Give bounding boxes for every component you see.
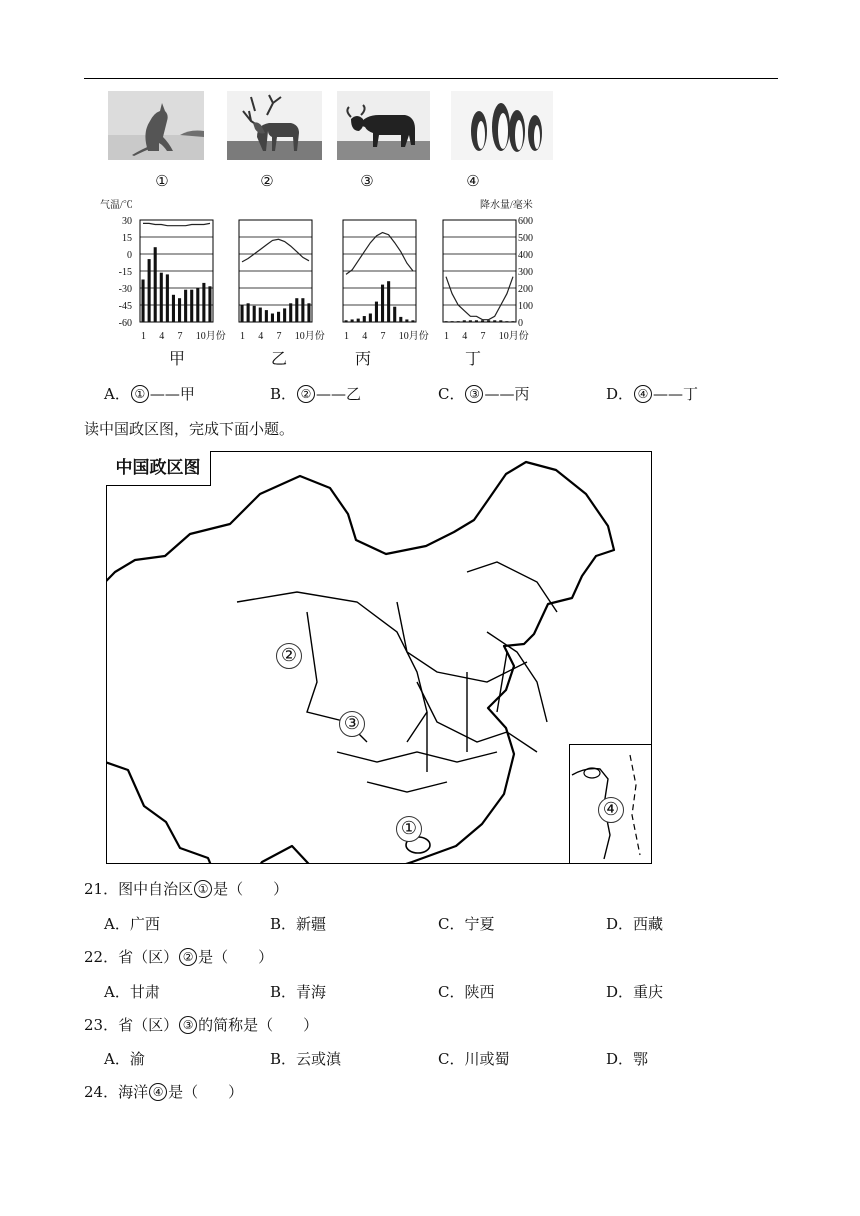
- month-tick: 1: [141, 331, 147, 342]
- precip-bar: [154, 247, 157, 322]
- animal-number: ③: [360, 172, 374, 190]
- temp-line: [446, 277, 513, 320]
- precip-bar: [202, 283, 205, 322]
- q21-option-a[interactable]: A．广西: [104, 915, 160, 933]
- precip-tick: 100: [518, 301, 533, 312]
- precip-bar: [172, 295, 175, 322]
- q20-option-b[interactable]: B． ② ——乙: [270, 385, 362, 403]
- temp-tick: -45: [118, 301, 132, 312]
- month-tick: 7: [480, 331, 486, 342]
- precip-tick: 200: [518, 284, 533, 295]
- q21-option-b[interactable]: B．新疆: [270, 915, 327, 933]
- precip-bar: [381, 285, 384, 322]
- precip-bar: [289, 303, 292, 322]
- q20-option-d[interactable]: D． ④ ——丁: [606, 385, 699, 403]
- month-tick: 7: [177, 331, 183, 342]
- precip-bar: [196, 288, 199, 322]
- precip-bar: [277, 312, 280, 322]
- precip-bar: [301, 298, 304, 322]
- map-title: 中国政区图: [106, 451, 211, 486]
- precip-bar: [247, 303, 250, 322]
- temp-tick: -30: [118, 284, 132, 295]
- precip-bar: [363, 316, 366, 322]
- question-24: 24．海洋 ④ 是（ ）: [84, 1083, 244, 1101]
- climate-label: 丁: [464, 349, 481, 368]
- precip-bar: [493, 320, 496, 322]
- temp-line: [143, 223, 210, 225]
- precip-bar: [357, 319, 360, 322]
- reindeer-photo: [227, 91, 322, 160]
- precip-bar: [265, 310, 268, 322]
- precip-bar: [259, 308, 262, 322]
- precip-bar: [481, 320, 484, 322]
- penguin-photo: [451, 91, 553, 160]
- precip-bar: [475, 320, 478, 322]
- precip-bar: [487, 320, 490, 322]
- month-tick: 4: [362, 331, 368, 342]
- q23-option-b[interactable]: B．云或滇: [270, 1050, 342, 1068]
- climate-charts: [100, 198, 540, 346]
- precip-bar: [469, 320, 472, 322]
- q23-option-c[interactable]: C．川或蜀: [438, 1050, 510, 1068]
- temp-ticks: [119, 216, 132, 329]
- climate-label: 丙: [354, 349, 371, 368]
- precip-tick: 300: [518, 267, 533, 278]
- temp-tick: 15: [122, 233, 132, 244]
- precip-bar: [369, 314, 372, 323]
- temp-tick: 0: [127, 250, 132, 261]
- precip-bar: [166, 274, 169, 322]
- precip-bar: [160, 273, 163, 322]
- question-23: 23．省（区） ③ 的简称是（ ）: [84, 1016, 319, 1034]
- temp-line: [346, 233, 413, 275]
- precip-bar: [457, 321, 460, 322]
- map-mark-3: ③: [339, 711, 365, 737]
- precip-bar: [405, 319, 408, 322]
- map-mark-2: ②: [276, 643, 302, 669]
- map-mark-4: ④: [598, 797, 624, 823]
- q21-option-d[interactable]: D．西藏: [606, 915, 664, 933]
- animal-number: ①: [155, 172, 169, 190]
- precip-bar: [393, 307, 396, 322]
- precip-tick: 0: [518, 318, 523, 329]
- precip-bar: [271, 314, 274, 323]
- precip-bar: [511, 321, 514, 322]
- precip-axis-title: 降水量/毫米: [480, 200, 533, 211]
- climate-label: 甲: [168, 349, 185, 368]
- precip-bar: [307, 303, 310, 322]
- q22-option-a[interactable]: A．甘肃: [104, 983, 160, 1001]
- q21-option-c[interactable]: C．宁夏: [438, 915, 495, 933]
- intro-text: 读中国政区图，完成下面小题。: [84, 420, 295, 438]
- precip-bar: [184, 290, 187, 322]
- month-tick: 1: [344, 331, 350, 342]
- precip-bar: [253, 306, 256, 322]
- precip-tick: 600: [518, 216, 533, 227]
- question-22: 22．省（区） ② 是（ ）: [84, 948, 274, 966]
- q20-option-c[interactable]: C． ③ ——丙: [438, 385, 530, 403]
- temp-axis-title: 气温/℃: [100, 200, 133, 211]
- month-tick: 10月份: [294, 331, 325, 342]
- month-tick: 10月份: [195, 331, 226, 342]
- q22-option-b[interactable]: B．青海: [270, 983, 327, 1001]
- precip-bar: [190, 290, 193, 322]
- precip-tick: 400: [518, 250, 533, 261]
- month-tick: 1: [444, 331, 450, 342]
- kangaroo-photo: [108, 91, 204, 160]
- precip-bar: [499, 320, 502, 322]
- question-21: 21．图中自治区 ① 是（ ）: [84, 880, 289, 898]
- precip-bar: [451, 321, 454, 322]
- climate-label: 乙: [270, 349, 287, 368]
- temp-tick: 30: [122, 216, 132, 227]
- charts-group: [140, 220, 516, 322]
- q23-option-d[interactable]: D．鄂: [606, 1050, 649, 1068]
- precip-bar: [351, 319, 354, 322]
- month-tick: 4: [258, 331, 264, 342]
- month-tick: 10月份: [498, 331, 529, 342]
- precip-ticks: [518, 216, 533, 329]
- month-tick: 10月份: [398, 331, 429, 342]
- month-tick: 4: [462, 331, 468, 342]
- precip-bar: [148, 259, 151, 322]
- temp-line: [242, 239, 309, 262]
- month-ticks: [141, 330, 529, 342]
- precip-bar: [295, 298, 298, 322]
- precip-bar: [399, 317, 402, 322]
- precip-bar: [463, 320, 466, 322]
- q20-option-a[interactable]: A． ① ——甲: [104, 385, 195, 403]
- month-tick: 7: [276, 331, 282, 342]
- map-mark-1: ①: [396, 816, 422, 842]
- precip-bar: [387, 281, 390, 322]
- precip-bar: [142, 280, 145, 323]
- month-tick: 7: [380, 331, 386, 342]
- precip-bar: [178, 298, 181, 322]
- month-tick: 1: [240, 331, 246, 342]
- q22-option-d[interactable]: D．重庆: [606, 983, 664, 1001]
- precip-bar: [411, 320, 414, 322]
- temp-tick: -15: [118, 267, 132, 278]
- q23-option-a[interactable]: A．渝: [104, 1050, 145, 1068]
- precip-bar: [283, 308, 286, 322]
- q22-option-c[interactable]: C．陕西: [438, 983, 495, 1001]
- precip-bar: [375, 302, 378, 322]
- precip-bar: [345, 320, 348, 322]
- precip-bar: [445, 321, 448, 322]
- month-tick: 4: [159, 331, 165, 342]
- animal-number: ②: [260, 172, 274, 190]
- yak-photo: [337, 91, 430, 160]
- animal-number: ④: [466, 172, 480, 190]
- precip-bar: [241, 305, 244, 322]
- temp-tick: -60: [118, 318, 132, 329]
- precip-bar: [208, 286, 211, 322]
- precip-tick: 500: [518, 233, 533, 244]
- header-rule: [84, 78, 778, 79]
- precip-bar: [505, 321, 508, 322]
